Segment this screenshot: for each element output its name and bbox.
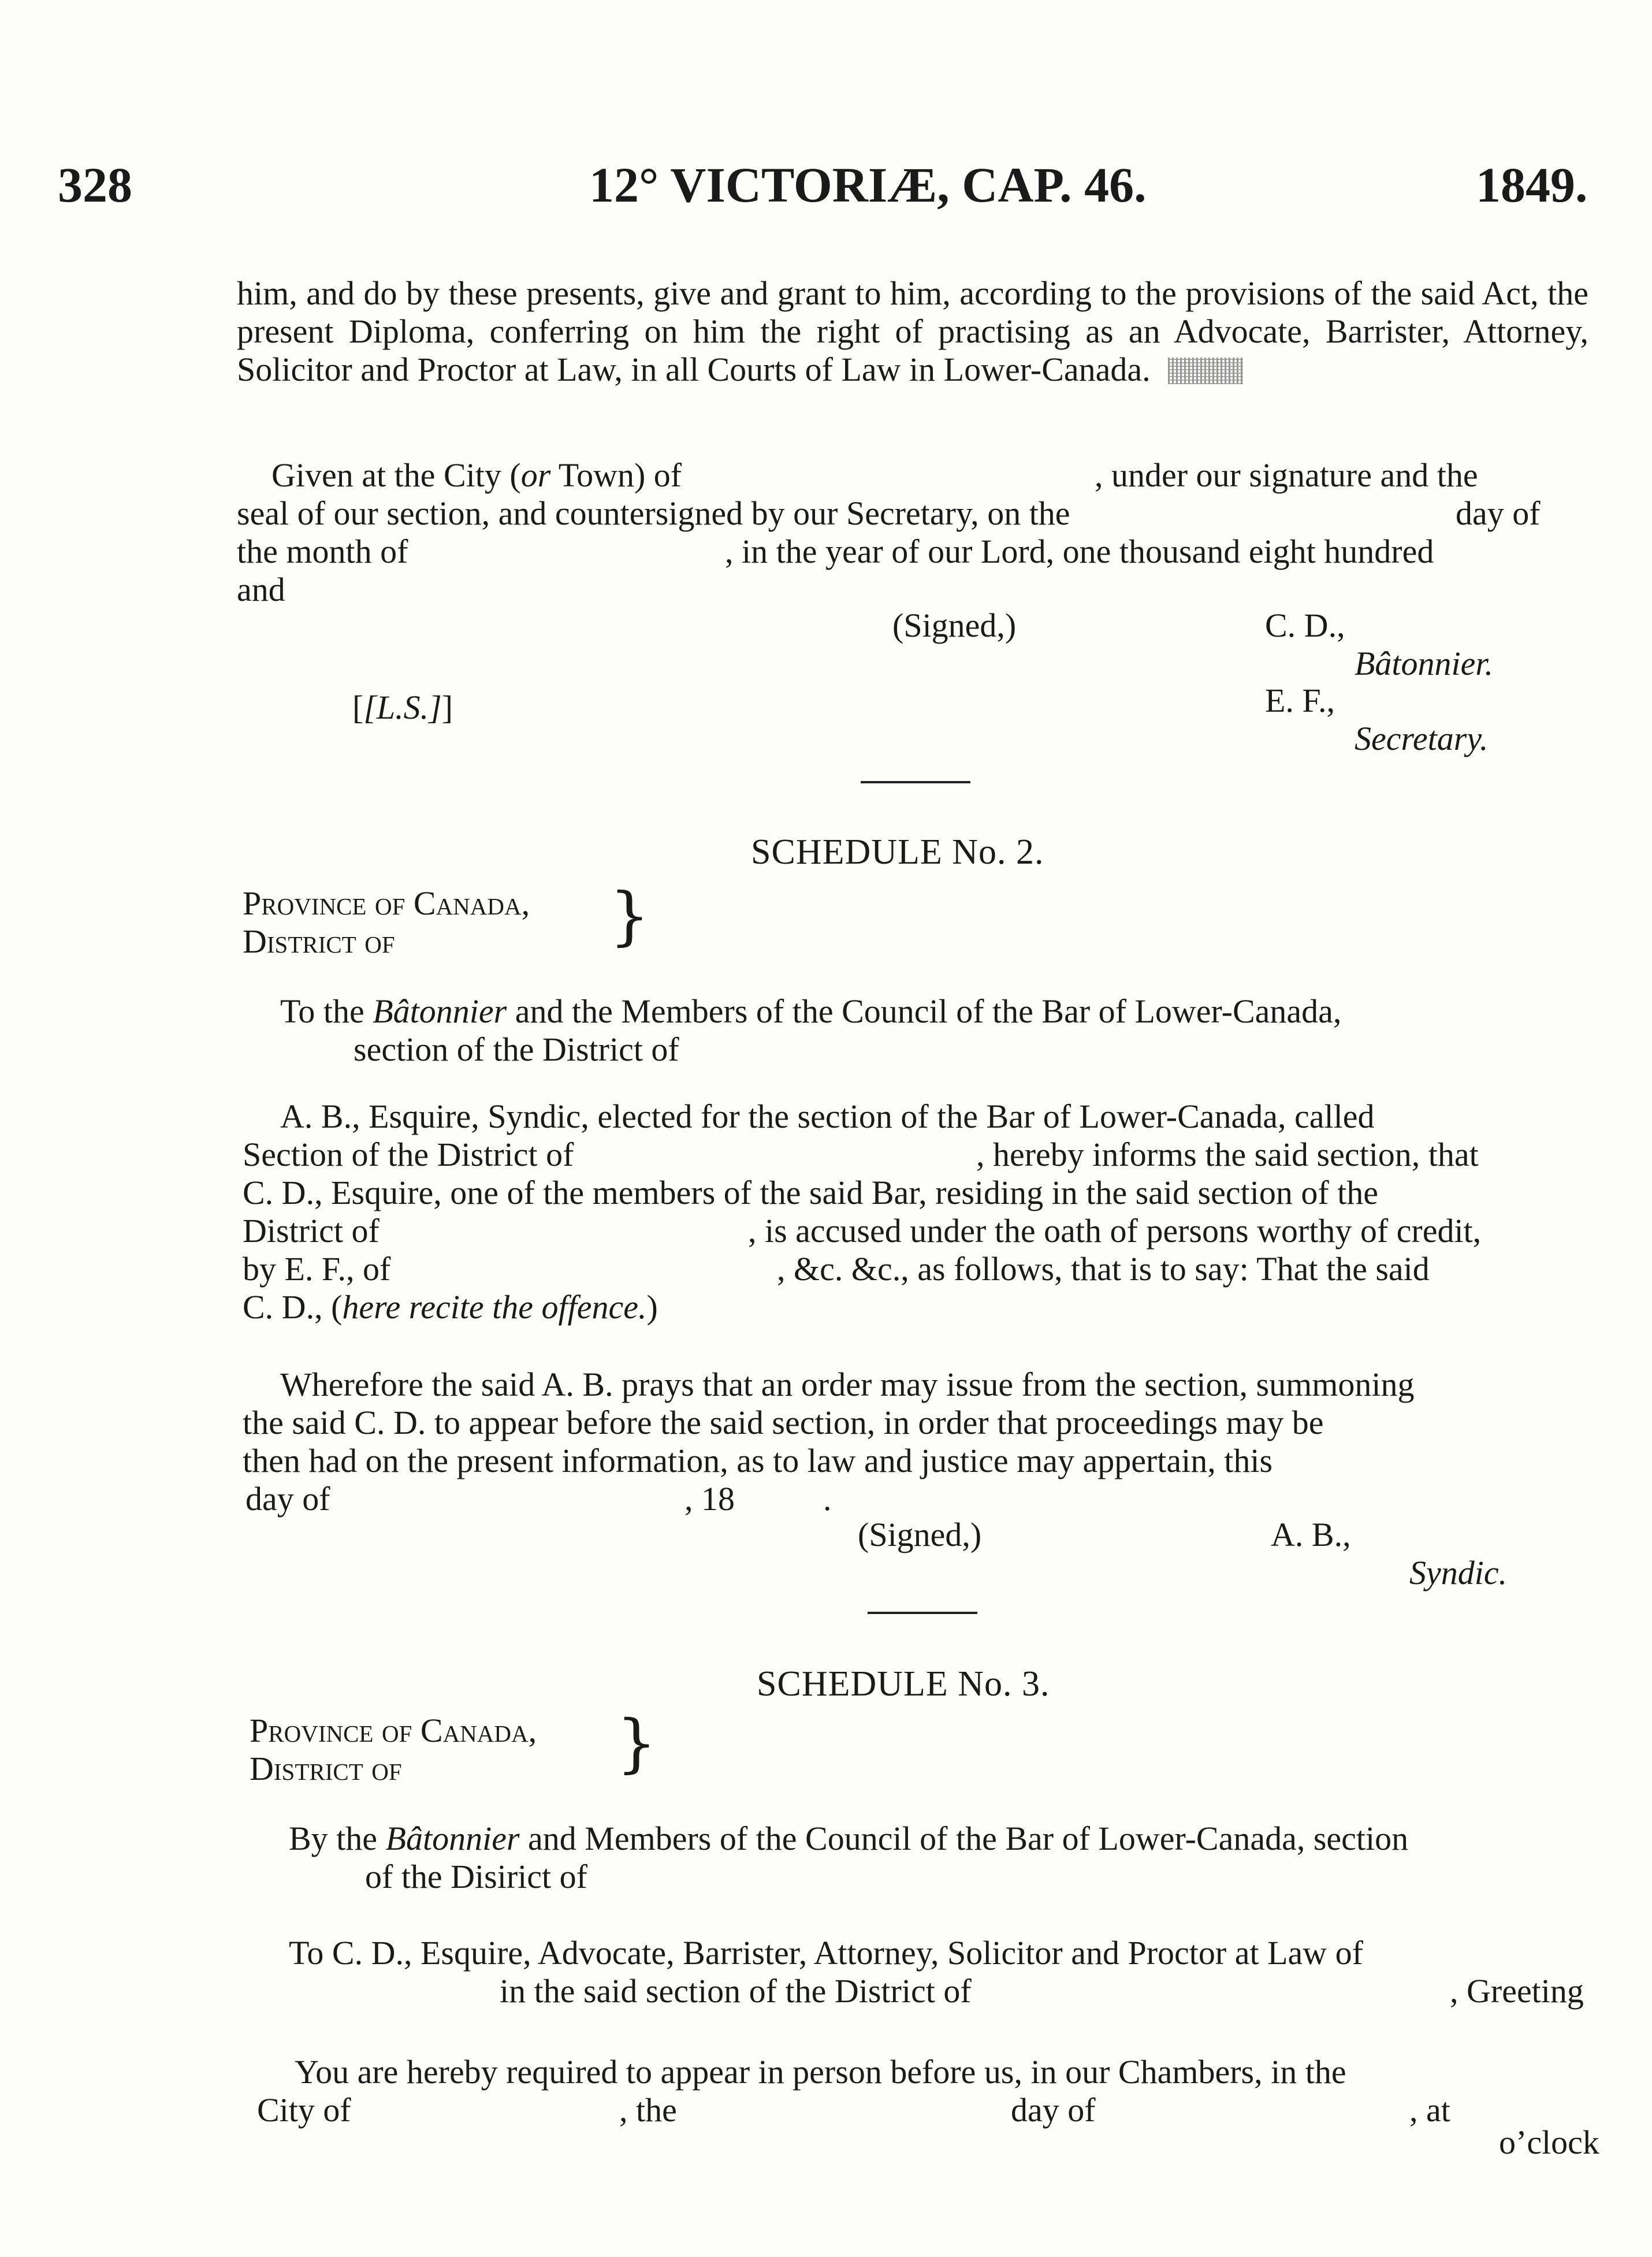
ab-line-6: C. D., (here recite the offence.) [243,1288,658,1326]
signatory-cd-title: Bâtonnier. [1355,645,1494,682]
by-line-1: By the Bâtonnier and Members of the Council of the Bar of Lower-Canada, section [289,1820,1409,1857]
diploma-continuation [237,274,1588,389]
ab-line-4a: District of [243,1212,379,1250]
diploma-text: him, and do by these presents, give and grant to him, according to the provisions of the said Act, the present Diploma, conferring on him the right of practising as an Advocate, Barrister, Attorney, Solicitor and Proctor at Law, in all Courts of Law in Lower-Canada. [237,274,1588,388]
province-label-2: Province of Canada, [243,884,530,922]
to-line-2a: in the said section of the District of [500,1972,972,2010]
you-line-3: o’clock [1499,2124,1599,2161]
wherefore-line-1: Wherefore the said A. B. prays that an order may issue from the section, summoning [280,1366,1415,1403]
to-line-2b: , Greeting [1450,1972,1584,2010]
divider-1 [861,781,970,783]
page-number: 328 [58,157,132,213]
seal-line-left: seal of our section, and countersigned by our Secretary, on the [237,494,1070,532]
district-label-3: District of [250,1750,402,1787]
signatory-ef-title: Secretary. [1355,720,1489,757]
ab-line-5b: , &c. &c., as follows, that is to say: That the said [777,1250,1430,1288]
signatory-ab: A. B., [1271,1516,1351,1553]
signed-label-1: (Signed,) [892,607,1017,644]
running-year: 1849. [1476,157,1588,213]
brace-3: } [616,1706,657,1780]
running-title: 12° VICTORIÆ, CAP. 46. [589,157,1147,213]
ab-line-3: C. D., Esquire, one of the members of the said Bar, residing in the said section of the [243,1174,1378,1211]
and-line: and [237,571,285,608]
ab-line-2a: Section of the District of [243,1136,574,1173]
signatory-ef: E. F., [1265,682,1335,719]
signatory-cd: C. D., [1265,607,1345,644]
you-line-1: You are hereby required to appear in person before us, in our Chambers, in the [295,2053,1346,2091]
month-line-right: , in the year of our Lord, one thousand eight hundred [725,533,1434,570]
wherefore-line-4c: . [823,1480,832,1518]
you-line-2b: , the [619,2091,677,2129]
signed-label-2: (Signed,) [858,1516,982,1553]
province-label-3: Province of Canada, [250,1712,537,1749]
by-line-2: of the Disirict of [365,1858,587,1895]
wherefore-line-2: the said C. D. to appear before the said section, in order that proceedings may be [243,1404,1324,1441]
schedule-2-heading: SCHEDULE No. 2. [751,832,1044,872]
given-line-right: , under our signature and the [1095,456,1478,494]
ab-line-4b: , is accused under the oath of persons worthy of credit, [748,1212,1482,1250]
district-label-2: District of [243,923,395,960]
to-line-1: To C. D., Esquire, Advocate, Barrister, Attorney, Solicitor and Proctor at Law of [289,1934,1363,1972]
address-line-2a: To the Bâtonnier and the Members of the Council of the Bar of Lower-Canada, [280,992,1342,1030]
wherefore-line-4b: , 18 [684,1480,735,1518]
ab-line-5a: by E. F., of [243,1250,391,1288]
brace-2: } [609,879,650,953]
you-line-2a: City of [257,2091,351,2129]
you-line-2c: day of [1011,2091,1096,2129]
seal-ls: [[L.S.]] [352,689,453,726]
signatory-ab-title: Syndic. [1409,1554,1508,1592]
you-line-2d: , at [1409,2091,1450,2129]
month-line-left: the month of [237,533,408,570]
ab-line-1: A. B., Esquire, Syndic, elected for the section of the Bar of Lower-Canada, called [280,1098,1375,1135]
divider-2 [868,1612,977,1614]
address-line-2b: section of the District of [354,1031,679,1068]
seal-line-right: day of [1456,494,1541,532]
given-line-left: Given at the City (or Town) of [271,456,682,494]
flourish-mark [1168,358,1243,384]
ab-line-2b: , hereby informs the said section, that [976,1136,1479,1173]
schedule-3-heading: SCHEDULE No. 3. [757,1664,1050,1704]
wherefore-line-4a: day of [245,1480,330,1518]
wherefore-line-3: then had on the present information, as to law and justice may appertain, this [243,1442,1273,1479]
